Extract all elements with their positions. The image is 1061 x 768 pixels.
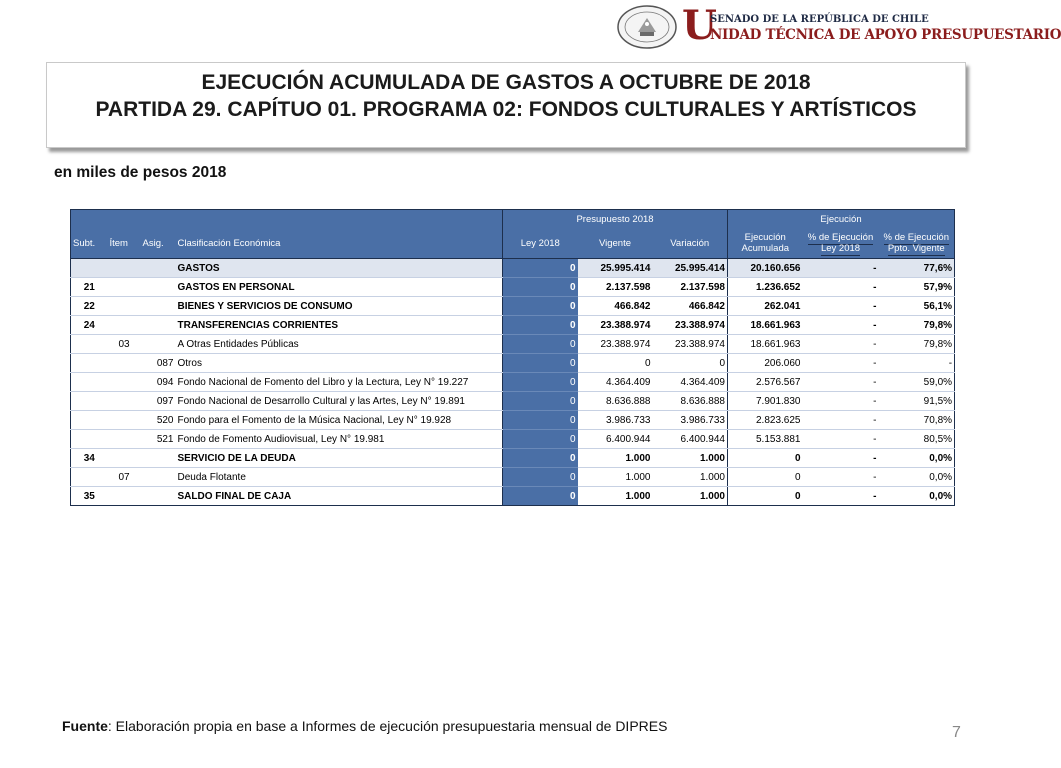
cell-pct-vig: 79,8% [879,335,955,354]
source-note [62,718,667,734]
cell-pct-ley: - [803,449,879,468]
cell-pct-vig: 77,6% [879,259,955,278]
cell-clasif: Fondo de Fomento Audiovisual, Ley N° 19.981 [176,430,503,449]
cell-ley: 0 [503,411,578,430]
cell-variacion: 1.000 [653,468,728,487]
cell-subt: 34 [71,449,108,468]
cell-ejec: 0 [728,468,803,487]
cell-subt [71,430,108,449]
header-vigente: Vigente [578,228,653,259]
cell-pct-ley: - [803,278,879,297]
page-title: EJECUCIÓN ACUMULADA DE GASTOS A OCTUBRE DE 2018 [201,71,811,94]
cell-asig: 097 [141,392,176,411]
cell-vigente: 3.986.733 [578,411,653,430]
cell-clasif: Otros [176,354,503,373]
cell-pct-ley: - [803,354,879,373]
table-row [71,316,955,335]
table-row [71,335,955,354]
cell-vigente: 8.636.888 [578,392,653,411]
cell-vigente: 23.388.974 [578,316,653,335]
table-header-group-row [71,210,955,229]
header-subt: Subt. [71,228,108,259]
cell-asig [141,487,176,506]
cell-ejec: 206.060 [728,354,803,373]
table-row [71,373,955,392]
cell-ejec: 20.160.656 [728,259,803,278]
cell-pct-ley: - [803,335,879,354]
table-row [71,278,955,297]
cell-ejec: 18.661.963 [728,316,803,335]
cell-variacion: 0 [653,354,728,373]
cell-vigente: 23.388.974 [578,335,653,354]
cell-ejec: 0 [728,449,803,468]
senate-logo [616,2,1061,52]
cell-asig: 094 [141,373,176,392]
cell-ley: 0 [503,316,578,335]
cell-ejec: 2.823.625 [728,411,803,430]
table-row [71,487,955,506]
cell-ejec: 5.153.881 [728,430,803,449]
cell-clasif: SERVICIO DE LA DEUDA [176,449,503,468]
cell-vigente: 466.842 [578,297,653,316]
cell-asig [141,468,176,487]
cell-subt [71,392,108,411]
cell-ley: 0 [503,487,578,506]
cell-ejec: 2.576.567 [728,373,803,392]
cell-pct-vig: 80,5% [879,430,955,449]
cell-variacion: 25.995.414 [653,259,728,278]
source-text: : Elaboración propia en base a Informes de ejecución presupuestaria mensual de DIPRES [107,718,668,734]
cell-vigente: 0 [578,354,653,373]
cell-asig: 521 [141,430,176,449]
cell-item: 07 [108,468,141,487]
cell-subt: 22 [71,297,108,316]
cell-clasif: A Otras Entidades Públicas [176,335,503,354]
cell-asig [141,297,176,316]
cell-variacion: 1.000 [653,487,728,506]
cell-vigente: 25.995.414 [578,259,653,278]
cell-pct-ley: - [803,468,879,487]
table-row [71,297,955,316]
cell-subt [71,335,108,354]
logo-letter-u: U [682,2,717,49]
cell-pct-ley: - [803,316,879,335]
cell-ley: 0 [503,354,578,373]
cell-variacion: 4.364.409 [653,373,728,392]
senate-seal-icon [616,4,678,50]
cell-subt [71,259,108,278]
budget-table-wrap [70,209,955,506]
header-asig: Asig. [141,228,176,259]
cell-item [108,392,141,411]
cell-ejec: 7.901.830 [728,392,803,411]
cell-item: 03 [108,335,141,354]
cell-item [108,449,141,468]
cell-variacion: 23.388.974 [653,316,728,335]
header-clasif: Clasificación Económica [176,228,503,259]
header-item: Ítem [108,228,141,259]
cell-clasif: GASTOS [176,259,503,278]
cell-ley: 0 [503,278,578,297]
cell-asig [141,316,176,335]
header-ley: Ley 2018 [503,228,578,259]
cell-clasif: Fondo Nacional de Fomento del Libro y la Lectura, Ley N° 19.227 [176,373,503,392]
budget-table [70,209,955,506]
cell-subt [71,354,108,373]
units-note: en miles de pesos 2018 [54,164,227,181]
cell-subt: 24 [71,316,108,335]
header-presupuesto: Presupuesto 2018 [503,210,728,229]
cell-pct-ley: - [803,297,879,316]
cell-item [108,297,141,316]
cell-pct-vig: 57,9% [879,278,955,297]
table-row [71,449,955,468]
cell-ley: 0 [503,468,578,487]
cell-pct-vig: 70,8% [879,411,955,430]
cell-item [108,411,141,430]
cell-variacion: 1.000 [653,449,728,468]
cell-item [108,259,141,278]
cell-subt [71,373,108,392]
cell-clasif: GASTOS EN PERSONAL [176,278,503,297]
cell-ley: 0 [503,373,578,392]
cell-pct-ley: - [803,392,879,411]
cell-variacion: 3.986.733 [653,411,728,430]
cell-subt [71,411,108,430]
table-row [71,354,955,373]
cell-pct-vig: 0,0% [879,487,955,506]
cell-item [108,430,141,449]
cell-asig [141,449,176,468]
cell-item [108,316,141,335]
header-ejec-acum: Ejecución Acumulada [728,228,803,259]
cell-ley: 0 [503,259,578,278]
table-row [71,392,955,411]
logo-unit-name: NIDAD TÉCNICA DE APOYO PRESUPUESTARIO [710,27,1061,43]
cell-pct-vig: - [879,354,955,373]
table-row [71,468,955,487]
cell-ejec: 18.661.963 [728,335,803,354]
cell-variacion: 6.400.944 [653,430,728,449]
cell-subt [71,468,108,487]
cell-variacion: 466.842 [653,297,728,316]
cell-pct-vig: 59,0% [879,373,955,392]
cell-clasif: Fondo para el Fomento de la Música Nacional, Ley N° 19.928 [176,411,503,430]
cell-item [108,354,141,373]
cell-pct-vig: 0,0% [879,468,955,487]
table-body [71,259,955,506]
logo-senate-name: SENADO DE LA REPÚBLICA DE CHILE [710,14,929,25]
cell-clasif: BIENES Y SERVICIOS DE CONSUMO [176,297,503,316]
cell-clasif: SALDO FINAL DE CAJA [176,487,503,506]
cell-asig [141,335,176,354]
page-subtitle: PARTIDA 29. CAPÍTUO 01. PROGRAMA 02: FONDOS CULTURALES Y ARTÍSTICOS [95,98,917,121]
cell-pct-ley: - [803,259,879,278]
header-blank [71,210,503,229]
cell-pct-ley: - [803,430,879,449]
cell-vigente: 6.400.944 [578,430,653,449]
page-number: 7 [952,724,961,741]
cell-asig: 087 [141,354,176,373]
title-box [46,62,966,148]
table-row [71,430,955,449]
cell-asig [141,259,176,278]
header-ejecucion: Ejecución [728,210,955,229]
cell-asig [141,278,176,297]
header-pct-ley-label: % de Ejecución Ley 2018 [807,232,874,254]
cell-pct-vig: 79,8% [879,316,955,335]
cell-ejec: 0 [728,487,803,506]
header-pct-vig [879,228,955,259]
cell-clasif: Fondo Nacional de Desarrollo Cultural y las Artes, Ley N° 19.891 [176,392,503,411]
table-row [71,259,955,278]
cell-variacion: 23.388.974 [653,335,728,354]
header-pct-vig-label: % de Ejecución Ppto. Vigente [883,232,949,254]
cell-vigente: 1.000 [578,468,653,487]
cell-pct-vig: 56,1% [879,297,955,316]
cell-pct-ley: - [803,373,879,392]
header-pct-ley [803,228,879,259]
cell-clasif: Deuda Flotante [176,468,503,487]
cell-pct-vig: 91,5% [879,392,955,411]
cell-subt: 35 [71,487,108,506]
table-header-row [71,228,955,259]
cell-pct-ley: - [803,487,879,506]
cell-pct-ley: - [803,411,879,430]
cell-variacion: 8.636.888 [653,392,728,411]
cell-ley: 0 [503,449,578,468]
cell-vigente: 4.364.409 [578,373,653,392]
cell-vigente: 1.000 [578,487,653,506]
cell-item [108,278,141,297]
cell-clasif: TRANSFERENCIAS CORRIENTES [176,316,503,335]
source-label: Fuente [62,718,108,734]
cell-subt: 21 [71,278,108,297]
cell-ley: 0 [503,335,578,354]
header-variacion: Variación [653,228,728,259]
cell-item [108,373,141,392]
cell-vigente: 2.137.598 [578,278,653,297]
cell-variacion: 2.137.598 [653,278,728,297]
cell-ejec: 1.236.652 [728,278,803,297]
cell-item [108,487,141,506]
cell-ley: 0 [503,297,578,316]
cell-asig: 520 [141,411,176,430]
cell-ley: 0 [503,392,578,411]
cell-ley: 0 [503,430,578,449]
cell-pct-vig: 0,0% [879,449,955,468]
cell-vigente: 1.000 [578,449,653,468]
table-row [71,411,955,430]
cell-ejec: 262.041 [728,297,803,316]
